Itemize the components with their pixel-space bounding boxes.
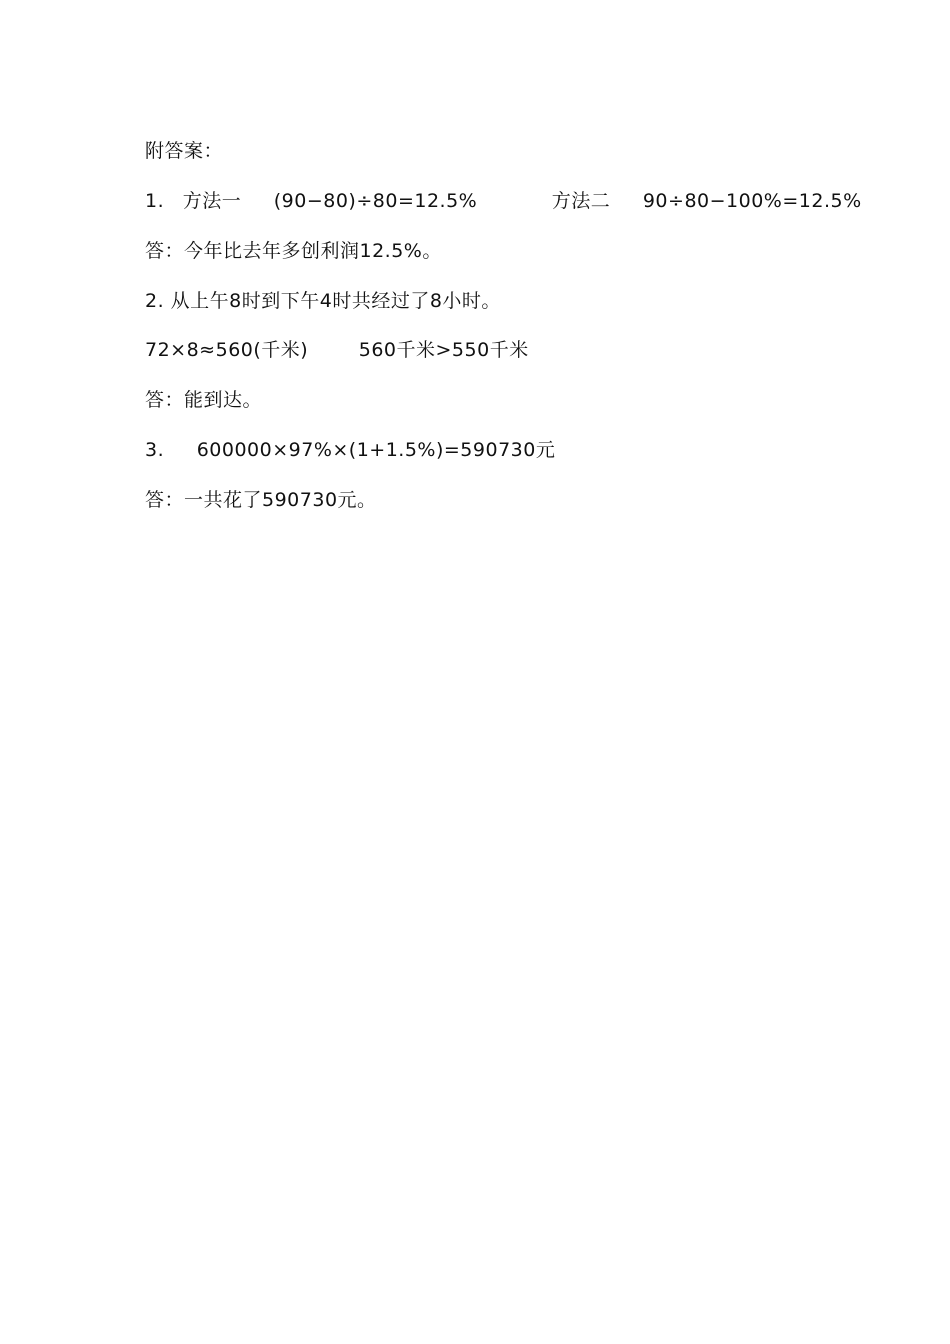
question-1-solution (145, 189, 862, 213)
answer-2: 答：能到达。 (145, 389, 263, 411)
answer-3: 答：一共花了590730元。 (145, 489, 377, 511)
question-2-statement: 2. 从上午8时到下午4时共经过了8小时。 (145, 290, 501, 312)
question-3-solution (145, 438, 555, 462)
question-3-number: 3. (145, 439, 165, 461)
method-2-expression: 90÷80−100%=12.5% (642, 190, 862, 212)
method-1-expression: (90−80)÷80=12.5% (273, 190, 478, 212)
question-1-number: 1. (145, 190, 165, 212)
answer-heading: 附答案： (145, 140, 224, 162)
answer-1: 答：今年比去年多创利润12.5%。 (145, 240, 442, 262)
question-3-expression: 600000×97%×(1+1.5%)=590730元 (196, 439, 556, 461)
question-2-calculation (145, 338, 529, 362)
distance-comparison: 560千米>550千米 (358, 339, 529, 361)
distance-calculation: 72×8≈560(千米) (145, 339, 309, 361)
method-1-label: 方法一 (182, 190, 242, 212)
method-2-label: 方法二 (551, 190, 611, 212)
